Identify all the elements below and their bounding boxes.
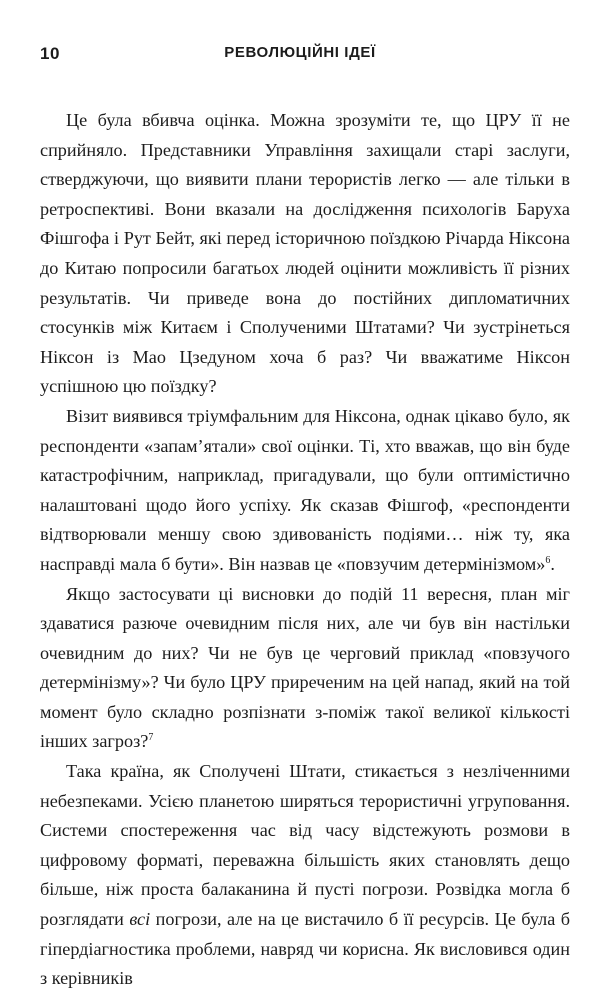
page-number: 10 (40, 44, 60, 63)
paragraph-3 (40, 580, 570, 758)
running-title: РЕВОЛЮЦІЙНІ ІДЕЇ (224, 44, 376, 61)
paragraph-4-text: Така країна, як Сполучені Штати, стикається з незліченними небезпеками. Усією планетою ширяться терористичні угруповання. Системи спостереження час від часу відстежують розмови в цифровому форматі, переважна більшість яких становлять дещо більше, ніж проста балаканина й пусті погрози. Розвідка могла б розглядати (40, 761, 570, 930)
page-header (40, 44, 560, 74)
paragraph-4-emphasis: всі (129, 909, 151, 930)
paragraph-1: Це була вбивча оцінка. Можна зрозуміти те, що ЦРУ її не сприйняло. Представники Управління захищали старі заслуги, стверджуючи, що виявити плани терористів легко — але тільки в ретроспективі. Вони вказали на дослідження психологів Баруха Фішгофа і Рут Бейт, які перед історичною поїздкою Річарда Ніксона до Китаю попросили багатьох людей оцінити можливість її різних результатів. Чи приведе вона до постійних дипломатичних стосунків між Китаєм і Сполученими Штатами? Чи зустрінеться Ніксон із Мао Цзедуном хоча б раз? Чи вважатиме Ніксон успішною цю поїздку? (40, 110, 570, 397)
body-text (40, 106, 570, 994)
footnote-ref-6: 6 (545, 554, 551, 566)
paragraph-2 (40, 402, 570, 580)
footnote-ref-7: 7 (148, 732, 154, 744)
paragraph-3-text: Якщо застосувати ці висновки до подій 11 вересня, план міг здаватися разюче очевидним після них, але чи був він настільки очевидним до них? Чи не був це черговий приклад «повзучого детермінізму»? Чи було ЦРУ приреченим на цей напад, який на той момент було складно розпізнати з-поміж такої великої кількості інших загроз? (40, 583, 570, 752)
paragraph-4 (40, 757, 570, 994)
paragraph-4-text-end: погрози, але на це вистачило б її ресурсів. Це була б гіпердіагностика проблеми, навряд чи корисна. Як висловився один з керівників (40, 909, 570, 989)
paragraph-2-end: . (550, 553, 555, 574)
paragraph-2-text: Візит виявився тріумфальним для Ніксона, однак цікаво було, як респонденти «запам’ятали» свої оцінки. Ті, хто вважав, що він буде катастрофічним, наприклад, пригадували, що були оптимістично налаштовані щодо його успіху. Як сказав Фішгоф, «респонденти відтворювали меншу свою здивованість подіями… ніж ту, яка насправді мала б бути». Він назвав це «повзучим детермінізмом» (40, 405, 570, 574)
